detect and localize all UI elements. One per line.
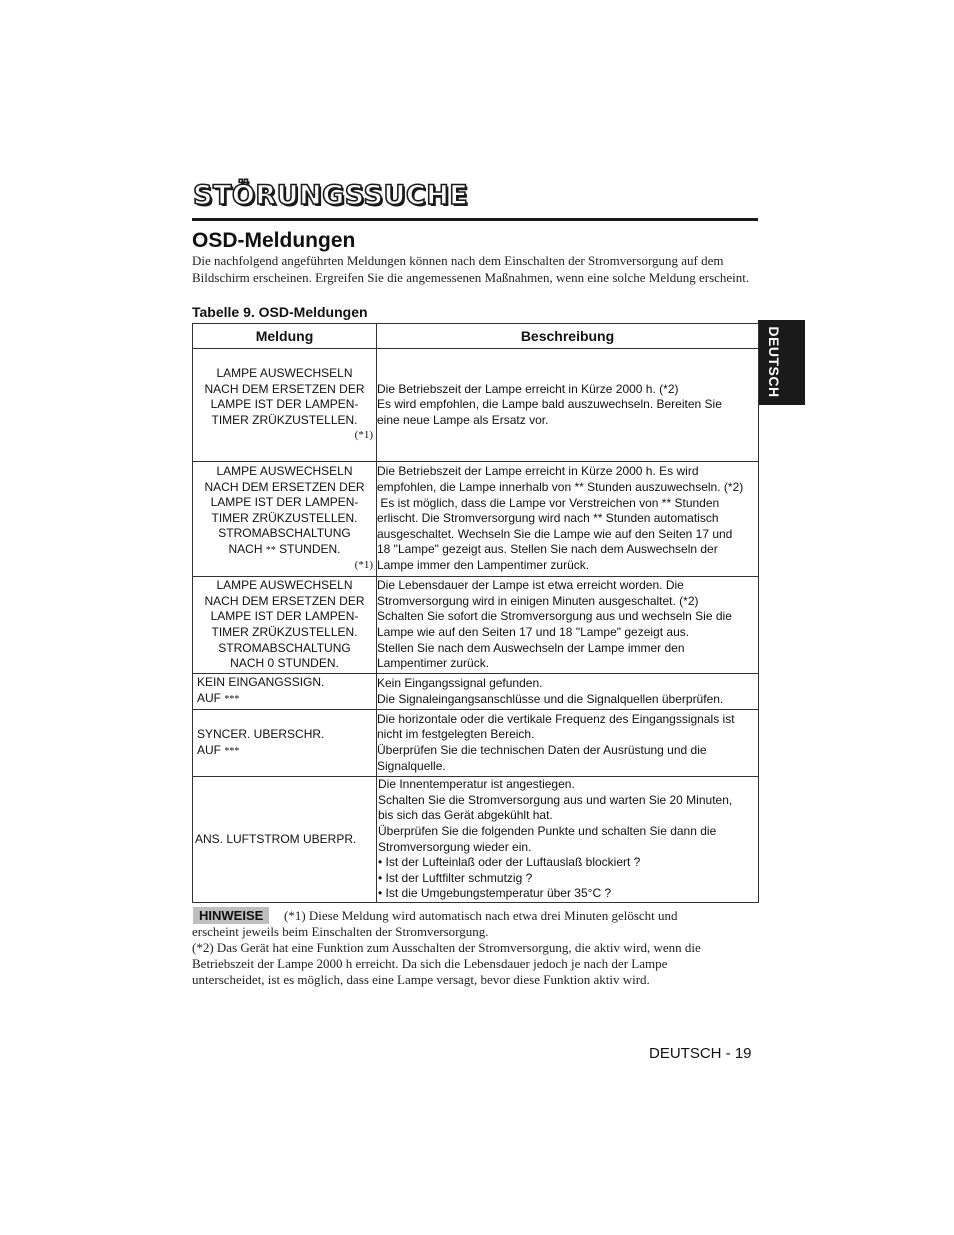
notes-badge: HINWEISE <box>193 907 269 924</box>
header-beschreibung: Beschreibung <box>377 324 759 349</box>
table-row <box>193 777 759 903</box>
description-cell <box>377 710 759 777</box>
bullet-item: • Ist der Lufteinlaß oder der Luftauslaß blockiert ? <box>378 855 641 870</box>
note-line <box>192 908 752 924</box>
message-line: NACH DEM ERSETZEN DER <box>204 479 365 494</box>
title-rule <box>192 218 758 221</box>
description-line: Es wird empfohlen, die Lampe bald auszuwechseln. Bereiten Sie <box>377 397 722 412</box>
header-meldung: Meldung <box>193 324 377 349</box>
table-row <box>193 577 759 674</box>
description-line: Schalten Sie die Stromversorgung aus und warten Sie 20 Minuten, <box>378 792 733 807</box>
message-line <box>193 542 376 559</box>
message-cell <box>193 777 377 903</box>
description-line: eine neue Lampe als Ersatz vor. <box>377 412 549 427</box>
description-cell <box>377 577 759 674</box>
side-tab-label: DEUTSCH <box>766 326 782 398</box>
page-title: STÖRUNGSSUCHE <box>193 180 469 211</box>
description-line: Stromversorgung wird in einigen Minuten ausgeschaltet. (*2) <box>377 593 699 608</box>
placeholder-stars: *** <box>224 694 240 705</box>
description-line: 18 "Lampe" gezeigt aus. Stellen Sie nach dem Auswechseln der <box>377 542 718 557</box>
footnote-ref: (*1) <box>354 429 373 442</box>
page-number: DEUTSCH - 19 <box>649 1045 752 1062</box>
placeholder-stars: ** <box>265 544 276 556</box>
osd-messages-table <box>192 323 759 903</box>
message-cell <box>193 674 377 710</box>
placeholder-stars: *** <box>224 745 240 757</box>
language-side-tab <box>758 320 805 405</box>
note-line: (*2) Das Gerät hat eine Funktion zum Ausschalten der Stromversorgung, die aktiv wird, wenn die <box>192 940 701 955</box>
message-line: STROMABSCHALTUNG <box>218 640 351 655</box>
description-line: bis sich das Gerät abgekühlt hat. <box>378 808 553 823</box>
description-cell <box>377 777 759 903</box>
message-line: TIMER ZRÜKZUSTELLEN. <box>211 412 358 427</box>
message-line: LAMPE AUSWECHSELN <box>216 366 353 381</box>
description-line: Lampentimer zurück. <box>377 656 490 671</box>
message-line: LAMPE IST DER LAMPEN- <box>210 397 359 412</box>
message-line: NACH DEM ERSETZEN DER <box>204 593 365 608</box>
description-cell <box>377 349 759 462</box>
description-line: Es ist möglich, dass die Lampe vor Verstreichen von ** Stunden <box>377 495 720 510</box>
description-line: Die Innentemperatur ist angestiegen. <box>378 777 575 792</box>
description-cell <box>377 462 759 577</box>
description-line: Stromversorgung wieder ein. <box>378 839 532 854</box>
description-line: Überprüfen Sie die technischen Daten der Ausrüstung und die <box>377 743 707 757</box>
description-line: Kein Eingangssignal gefunden. <box>377 675 543 690</box>
table-row <box>193 710 759 777</box>
description-line: Die Lebensdauer der Lampe ist etwa erreicht worden. Die <box>377 578 684 593</box>
description-line: Überprüfen Sie die folgenden Punkte und schalten Sie dann die <box>378 823 717 838</box>
description-line: Signalquelle. <box>377 758 446 773</box>
message-line: SYNCER. UBERSCHR. <box>197 726 325 741</box>
description-line: ausgeschaltet. Wechseln Sie die Lampe wie auf den Seiten 17 und <box>377 526 733 541</box>
message-text: AUF <box>197 691 225 705</box>
note-line: Betriebszeit der Lampe 2000 h erreicht. Da sich die Lebensdauer jedoch je nach der Lampe <box>192 956 668 971</box>
message-line: KEIN EINGANGSSIGN. <box>197 675 325 690</box>
table-row <box>193 349 759 462</box>
message-text: NACH <box>228 541 266 556</box>
message-line: LAMPE AUSWECHSELN <box>216 578 353 593</box>
message-line: STROMABSCHALTUNG <box>218 526 351 541</box>
message-line <box>197 743 376 760</box>
message-line: TIMER ZRÜKZUSTELLEN. <box>211 510 358 525</box>
table-row <box>193 462 759 577</box>
message-line: LAMPE IST DER LAMPEN- <box>210 495 359 510</box>
intro-paragraph: Die nachfolgend angeführten Meldungen können nach dem Einschalten der Stromversorgung auf dem Bildschirm erscheinen. Ergreifen Sie die angemessenen Maßnahmen, wenn eine solche Meldung erscheint. <box>192 253 750 285</box>
message-line: LAMPE IST DER LAMPEN- <box>210 609 359 624</box>
description-cell <box>377 674 759 710</box>
description-line: Stellen Sie nach dem Auswechseln der Lampe immer den <box>377 640 685 655</box>
description-line: Die Betriebszeit der Lampe erreicht in Kürze 2000 h. (*2) <box>377 381 679 396</box>
table-row <box>193 674 759 710</box>
note-text: (*1) Diese Meldung wird automatisch nach etwa drei Minuten gelöscht und <box>284 908 678 923</box>
footnote-ref: (*1) <box>354 559 373 572</box>
description-line: Die Signaleingangsanschlüsse und die Signalquellen überprüfen. <box>377 691 724 706</box>
table-caption: Tabelle 9. OSD-Meldungen <box>192 304 368 320</box>
message-cell <box>193 577 377 674</box>
description-line: Lampe immer den Lampentimer zurück. <box>377 557 590 572</box>
message-line <box>197 691 376 708</box>
description-line: empfohlen, die Lampe innerhalb von ** Stunden auszuwechseln. (*2) <box>377 480 744 495</box>
message-line: NACH DEM ERSETZEN DER <box>204 381 365 396</box>
message-cell <box>193 710 377 777</box>
bullet-item: • Ist die Umgebungstemperatur über 35°C ? <box>378 886 612 901</box>
message-text: STUNDEN. <box>275 541 341 556</box>
message-line: TIMER ZRÜKZUSTELLEN. <box>211 625 358 639</box>
description-line: Schalten Sie sofort die Stromversorgung aus und wechseln Sie die <box>377 609 732 624</box>
message-text: AUF <box>197 742 225 757</box>
description-line: erlischt. Die Stromversorgung wird nach ** Stunden automatisch <box>377 511 719 526</box>
description-line: nicht im festgelegten Bereich. <box>377 727 535 742</box>
section-title: OSD-Meldungen <box>192 229 356 252</box>
message-cell <box>193 349 377 462</box>
message-line: LAMPE AUSWECHSELN <box>216 463 353 478</box>
note-line: unterscheidet, ist es möglich, dass eine Lampe versagt, bevor diese Funktion aktiv wird. <box>192 972 650 987</box>
message-line: NACH 0 STUNDEN. <box>230 656 339 671</box>
note-line: erscheint jeweils beim Einschalten der Stromversorgung. <box>192 924 489 939</box>
bullet-item: • Ist der Luftfilter schmutzig ? <box>378 870 533 885</box>
description-line: Die horizontale oder die vertikale Frequenz des Eingangssignals ist <box>377 711 735 726</box>
message-cell <box>193 462 377 577</box>
message-line: ANS. LUFTSTROM UBERPR. <box>195 831 357 846</box>
notes-block <box>192 908 752 988</box>
description-line: Lampe wie auf den Seiten 17 und 18 "Lampe" gezeigt aus. <box>377 625 690 639</box>
table-header-row <box>193 324 759 349</box>
description-line: Die Betriebszeit der Lampe erreicht in Kürze 2000 h. Es wird <box>377 464 699 479</box>
